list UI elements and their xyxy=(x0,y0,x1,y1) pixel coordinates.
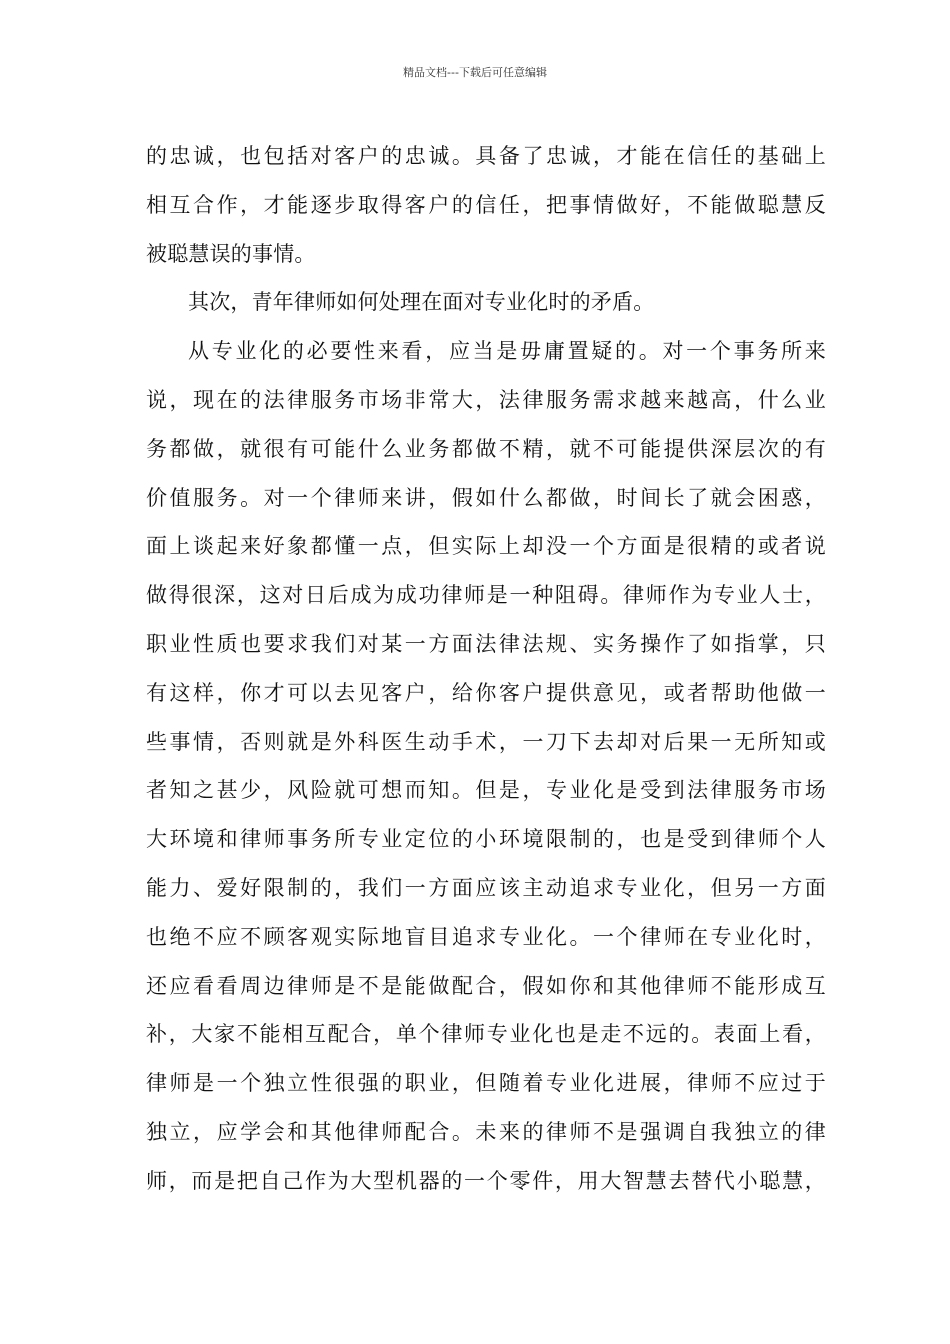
document-body xyxy=(146,132,826,1206)
text-line: 说，现在的法律服务市场非常大，法律服务需求越来越高，什么业 xyxy=(146,387,826,412)
page-header: 精品文档---下载后可任意编辑 xyxy=(403,66,547,79)
text-line: 也绝不应不顾客观实际地盲目追求专业化。一个律师在专业化时， xyxy=(146,924,826,949)
text-line: 的忠诚，也包括对客户的忠诚。具备了忠诚，才能在信任的基础上 xyxy=(146,144,826,168)
text-line: 律师是一个独立性很强的职业，但随着专业化进展，律师不应过于 xyxy=(146,1071,826,1096)
text-line: 务都做，就很有可能什么业务都做不精，就不可能提供深层次的有 xyxy=(146,436,826,461)
text-line: 还应看看周边律师是不是能做配合，假如你和其他律师不能形成互 xyxy=(146,973,826,998)
text-line: 者知之甚少，风险就可想而知。但是，专业化是受到法律服务市场 xyxy=(146,778,826,803)
text-line: 被聪慧误的事情。 xyxy=(146,241,316,266)
paragraph-heading-line: 其次，青年律师如何处理在面对专业化时的矛盾。 xyxy=(188,290,655,315)
text-line: 些事情，否则就是外科医生动手术，一刀下去却对后果一无所知或 xyxy=(146,729,826,754)
text-line: 职业性质也要求我们对某一方面法律法规、实务操作了如指掌，只 xyxy=(146,631,826,656)
text-line: 价值服务。对一个律师来讲，假如什么都做，时间长了就会困惑， xyxy=(146,485,826,510)
text-line: 师，而是把自己作为大型机器的一个零件，用大智慧去替代小聪慧， xyxy=(146,1168,826,1193)
text-line: 从专业化的必要性来看，应当是毋庸置疑的。对一个事务所来 xyxy=(188,339,826,364)
text-line: 大环境和律师事务所专业定位的小环境限制的，也是受到律师个人 xyxy=(146,827,826,852)
text-line: 做得很深，这对日后成为成功律师是一种阻碍。律师作为专业人士， xyxy=(146,583,826,608)
text-line: 相互合作，才能逐步取得客户的信任，把事情做好，不能做聪慧反 xyxy=(146,192,826,217)
text-line: 能力、爱好限制的，我们一方面应该主动追求专业化，但另一方面 xyxy=(146,875,826,900)
text-line: 独立，应学会和其他律师配合。未来的律师不是强调自我独立的律 xyxy=(146,1119,826,1144)
text-line: 面上谈起来好象都懂一点，但实际上却没一个方面是很精的或者说 xyxy=(146,534,826,559)
text-line: 补，大家不能相互配合，单个律师专业化也是走不远的。表面上看， xyxy=(146,1022,826,1047)
text-line: 有这样，你才可以去见客户，给你客户提供意见，或者帮助他做一 xyxy=(146,680,826,705)
